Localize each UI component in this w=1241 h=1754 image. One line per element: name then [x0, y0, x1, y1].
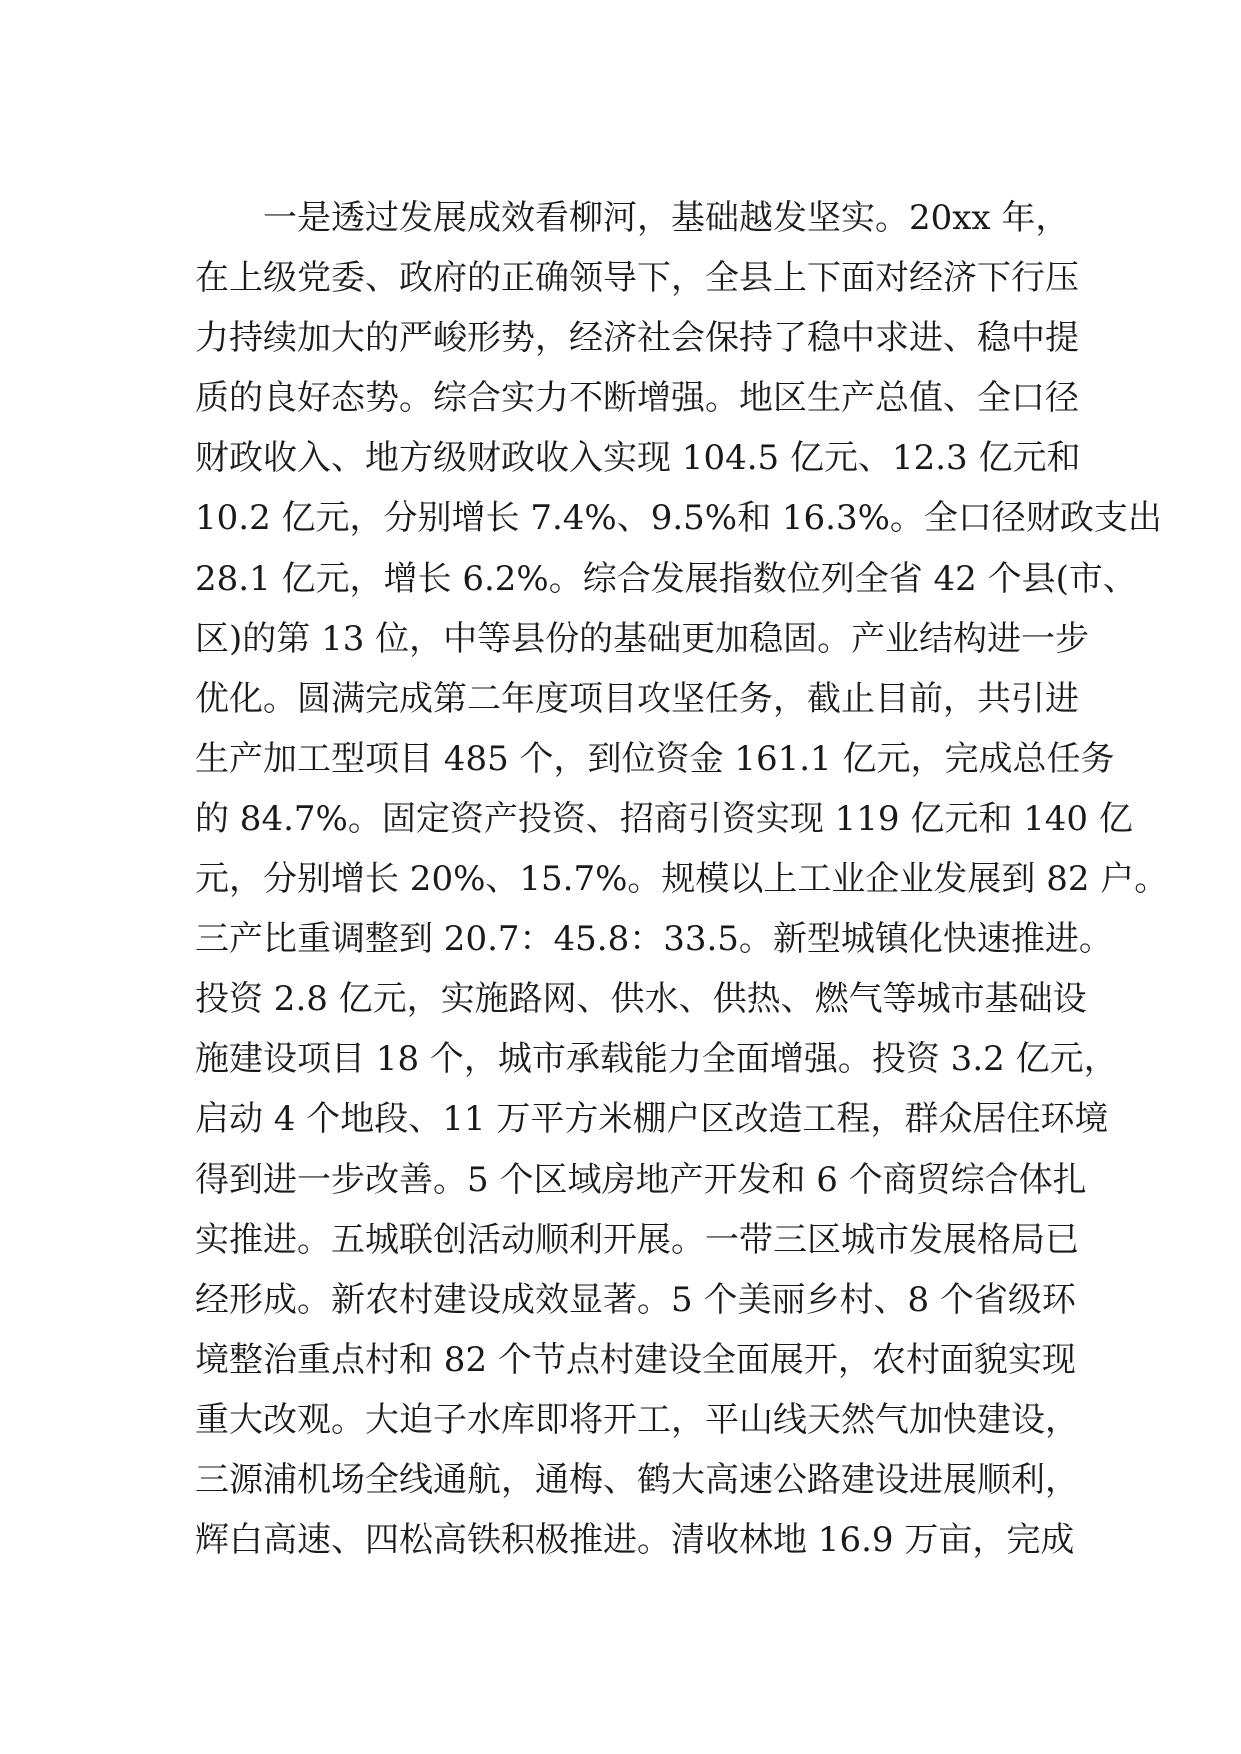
paragraph-line: 三源浦机场全线通航，通梅、鹤大高速公路建设进展顺利，: [195, 1459, 1079, 1500]
paragraph-line: 得到进一步改善。5 个区域房地产开发和 6 个商贸综合体扎: [195, 1159, 1087, 1200]
paragraph-line: 辉白高速、四松高铁积极推进。清收林地 16.9 万亩，完成: [195, 1520, 1075, 1561]
paragraph-line: 经形成。新农村建设成效显著。5 个美丽乡村、8 个省级环: [195, 1279, 1076, 1320]
paragraph-line: 区)的第 13 位，中等县份的基础更加稳固。产业结构进一步: [195, 618, 1090, 659]
paragraph-line: 的 84.7%。固定资产投资、招商引资实现 119 亿元和 140 亿: [195, 798, 1133, 839]
paragraph-line: 投资 2.8 亿元，实施路网、供水、供热、燃气等城市基础设: [195, 979, 1087, 1020]
paragraph-line: 生产加工型项目 485 个，到位资金 161.1 亿元，完成总任务: [195, 738, 1115, 779]
paragraph-line: 实推进。五城联创活动顺利开展。一带三区城市发展格局已: [195, 1219, 1079, 1260]
paragraph-line: 境整治重点村和 82 个节点村建设全面展开，农村面貌实现: [195, 1339, 1076, 1380]
paragraph-line: 重大改观。大迫子水库即将开工，平山线天然气加快建设，: [195, 1399, 1079, 1440]
paragraph-line: 力持续加大的严峻形势，经济社会保持了稳中求进、稳中提: [195, 318, 1079, 359]
paragraph-line: 施建设项目 18 个，城市承载能力全面增强。投资 3.2 亿元，: [195, 1039, 1118, 1080]
paragraph-line: 28.1 亿元，增长 6.2%。综合发展指数位列全省 42 个县(市、: [195, 558, 1137, 599]
paragraph-line: 一是透过发展成效看柳河，基础越发坚实。20xx 年，: [263, 198, 1070, 238]
paragraph-line: 在上级党委、政府的正确领导下，全县上下面对经济下行压: [195, 258, 1079, 299]
paragraph-line: 启动 4 个地段、11 万平方米棚户区改造工程，群众居住环境: [195, 1099, 1109, 1140]
body-paragraph: [195, 188, 1169, 1570]
paragraph-line: 三产比重调整到 20.7：45.8：33.5。新型城镇化快速推进。: [195, 919, 1113, 960]
paragraph-line: 优化。圆满完成第二年度项目攻坚任务，截止目前，共引进: [195, 678, 1079, 719]
paragraph-line: 元，分别增长 20%、15.7%。规模以上工业企业发展到 82 户。: [195, 859, 1169, 900]
paragraph-line: 10.2 亿元，分别增长 7.4%、9.5%和 16.3%。全口径财政支出: [195, 498, 1162, 539]
paragraph-line: 质的良好态势。综合实力不断增强。地区生产总值、全口径: [195, 378, 1079, 419]
paragraph-line: 财政收入、地方级财政收入实现 104.5 亿元、12.3 亿元和: [195, 438, 1081, 479]
